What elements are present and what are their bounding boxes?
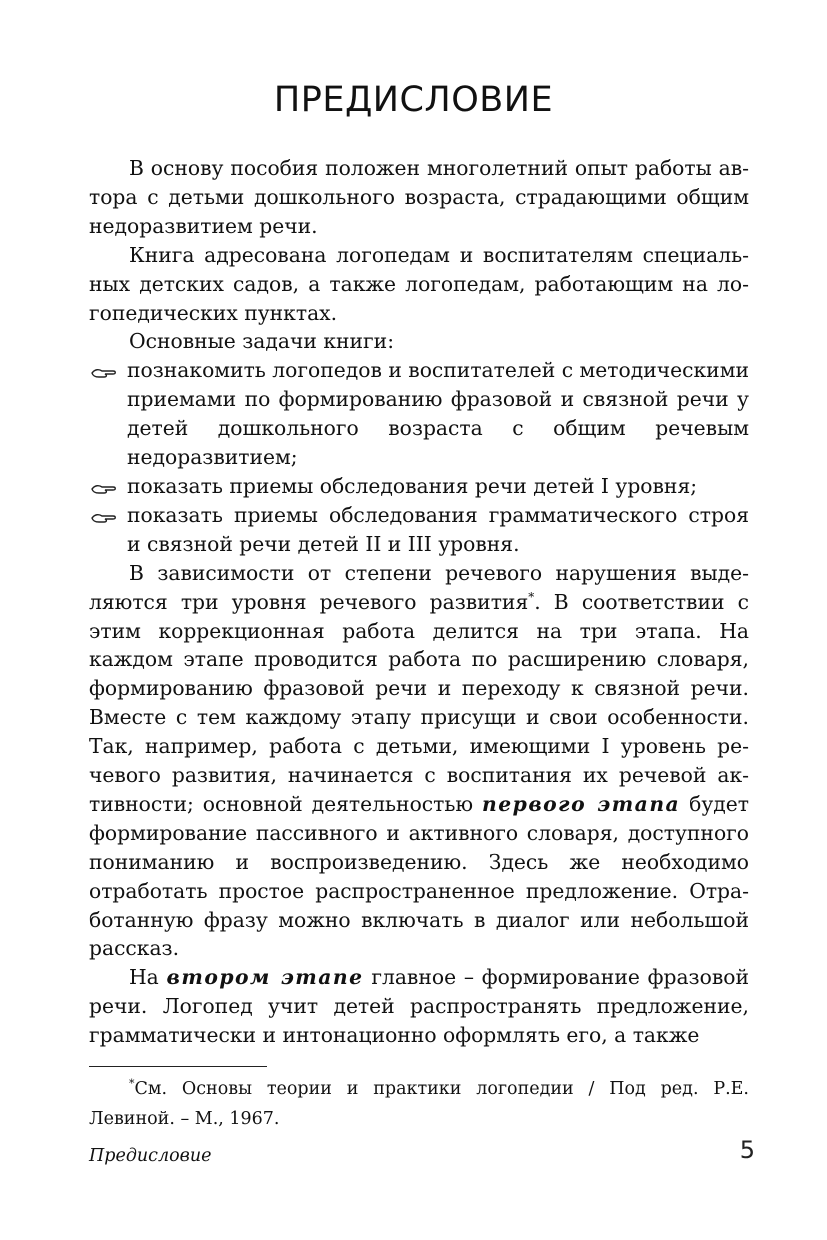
- footnote-divider: [89, 1066, 267, 1067]
- list-item-text: показать приемы обследования речи детей I уровня;: [127, 473, 698, 498]
- footnote: [89, 1074, 749, 1134]
- paragraph-second-stage: [89, 963, 749, 1050]
- footnote-mark: *: [129, 1077, 135, 1091]
- running-title: Предисловие: [89, 1146, 212, 1166]
- pointing-hand-icon: [91, 482, 119, 496]
- list-item: [89, 356, 749, 472]
- pointing-hand-icon: [91, 511, 119, 525]
- list-item-text: познакомить логопедов и воспитателей с методическими приемами по формированию фразовой и связной речи у детей дошкольного возраста с общим речевым недоразвитием;: [127, 358, 749, 470]
- paragraph-audience: Книга адресована логопедам и воспитателям специальных детских садов, а также логопедам, работающим на логопедических пунктах.: [89, 242, 749, 325]
- list-item: [89, 472, 749, 501]
- paragraph-second-stage-text-2: главное – формирование фразовой речи. Логопед учит детей распространять предложение, грамматически и интонационно оформлять его, а также: [89, 965, 749, 1048]
- list-item-text: показать приемы обследования грамматического строя и связной речи детей II и III уровня.: [127, 502, 749, 556]
- paragraph-levels-text-3: будет формирование пассивного и активного словаря, доступного пониманию и воспроизведению. Здесь же необходимо отработать простое распространенное предложение. Отработанную фразу можно включать в диалог или небольшой рассказ.: [89, 791, 749, 961]
- footnote-reference: *: [528, 589, 535, 604]
- list-item: [89, 501, 749, 559]
- page-title: ПРЕДИСЛОВИЕ: [273, 80, 554, 120]
- paragraph-levels: [89, 559, 749, 964]
- paragraph-levels-text-1: В зависимости от степени речевого нарушения выделяются три уровня речевого развития: [89, 560, 749, 614]
- body-text: [89, 154, 749, 1050]
- tasks-list: [89, 356, 749, 558]
- paragraph-levels-text-2: . В соответствии с этим коррекционная работа делится на три этапа. На каждом этапе проводится работа по расширению словаря, формированию фразовой речи и переходу к связной речи. Вместе с тем каждому этапу присущи и свои особенности. Так, например, работа с детьми, имеющими I уровень речевого развития, начинается с воспитания их речевой активности; основной деятельностью: [89, 589, 749, 816]
- emphasis-first-stage: первого этапа: [481, 791, 681, 816]
- paragraph-intro: В основу пособия положен многолетний опыт работы автора с детьми дошкольного возраста, страдающими общим недоразвитием речи.: [89, 156, 749, 238]
- page-number: 5: [739, 1136, 755, 1164]
- footnote-text: См. Основы теории и практики логопедии / Под ред. Р.Е. Левиной. – М., 1967.: [89, 1079, 749, 1129]
- paragraph-tasks-heading: Основные задачи книги:: [129, 329, 395, 354]
- paragraph-second-stage-text-1: На: [129, 965, 167, 990]
- emphasis-second-stage: втором этапе: [166, 965, 364, 990]
- pointing-hand-icon: [91, 366, 119, 380]
